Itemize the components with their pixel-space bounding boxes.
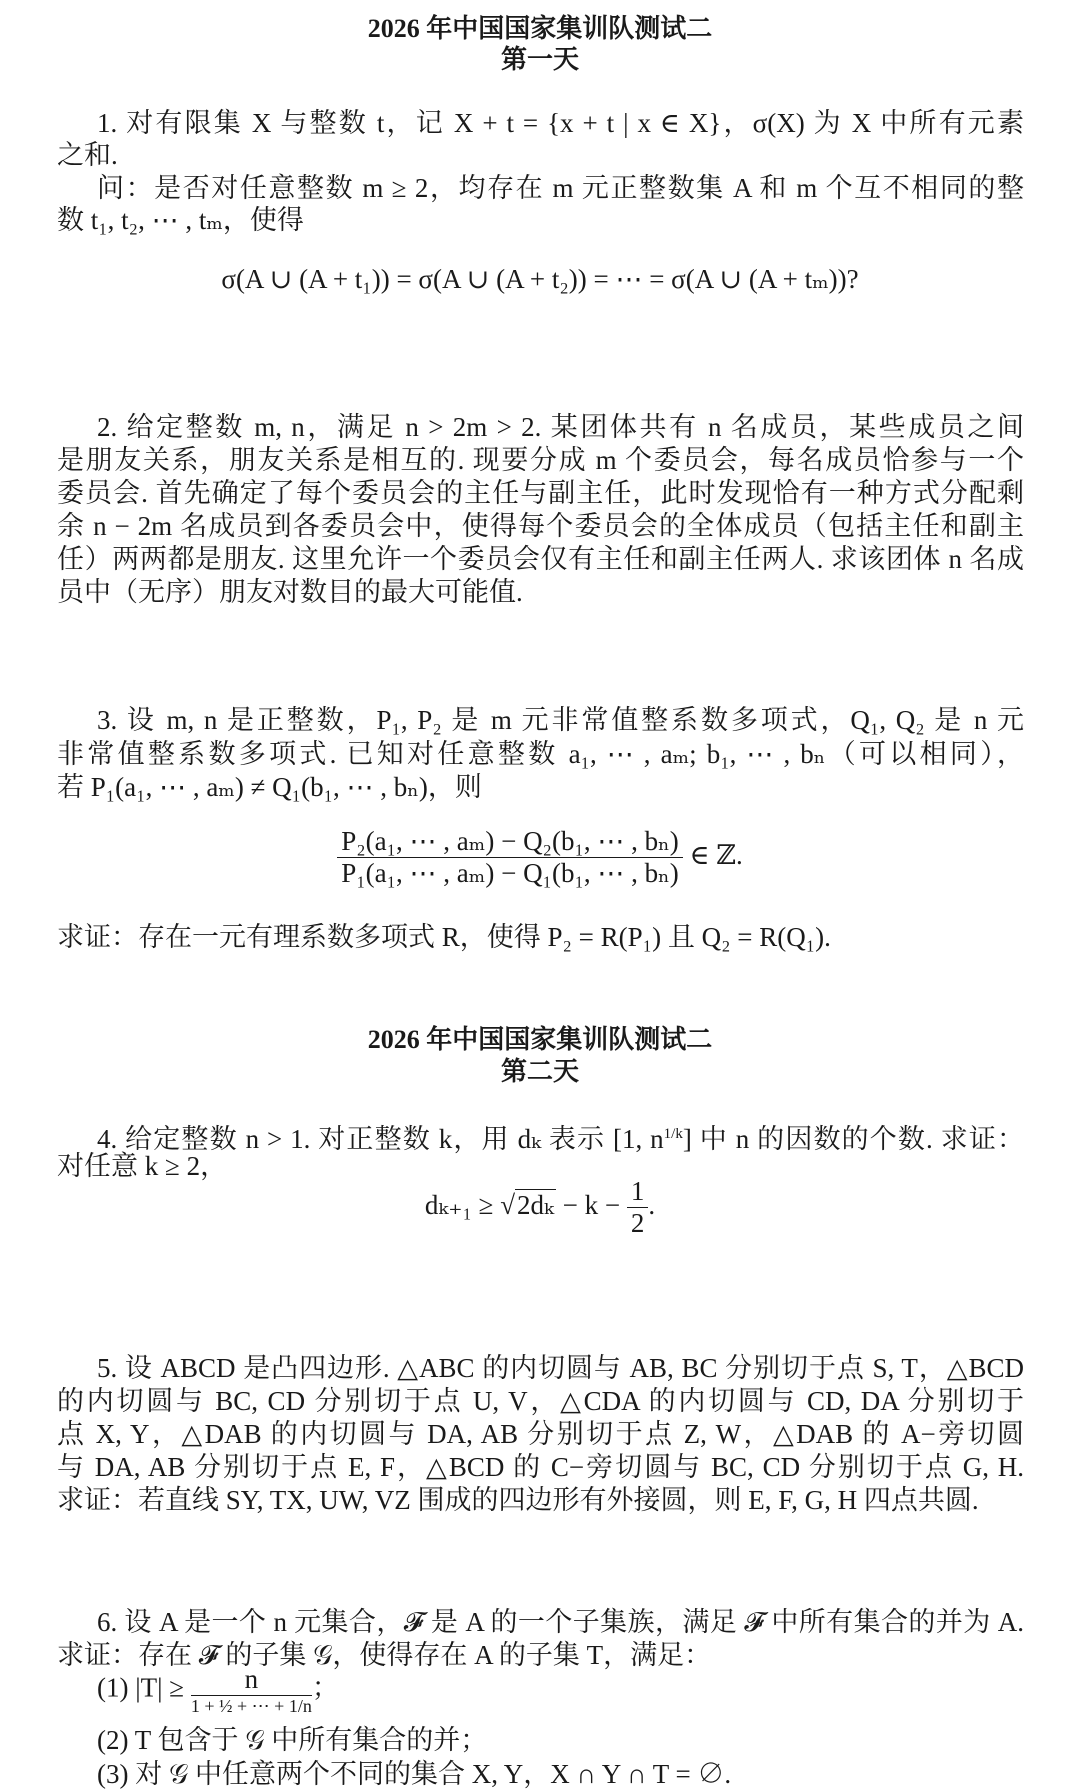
problem-line: 的内切圆与 BC, CD 分别切于点 U, V，△CDA 的内切圆与 CD, DA 分别切于	[57, 1386, 1024, 1416]
problem-line: 1. 对有限集 X 与整数 t，记 X + t = {x + t | x ∈ X}，σ(X) 为 X 中所有元素	[97, 108, 1024, 138]
problem-line: 求证：若直线 SY, TX, UW, VZ 围成的四边形有外接圆，则 E, F, G, H 四点共圆.	[57, 1485, 979, 1515]
formula-mid: − k −	[555, 1189, 627, 1220]
denominator: P₁(a₁, ⋯ , aₘ) − Q₁(b₁, ⋯ , bₙ)	[341, 858, 679, 889]
problem-line: 点 X, Y，△DAB 的内切圆与 DA, AB 分别切于点 Z, W，△DAB 的 A−旁切圆	[57, 1419, 1024, 1449]
fraction	[337, 826, 683, 889]
numerator: n	[191, 1664, 312, 1696]
day1-title: 2026 年中国国家集训队测试二	[367, 14, 713, 43]
problem-line: 2. 给定整数 m, n，满足 n > 2m > 2. 某团体共有 n 名成员，某些成员之间	[97, 412, 1024, 442]
day2-title: 2026 年中国国家集训队测试二	[367, 1025, 713, 1054]
problem-line: 数 t₁, t₂, ⋯ , tₘ，使得	[57, 205, 304, 235]
problem-line: 是朋友关系，朋友关系是相互的. 现要分成 m 个委员会，每名成员恰参与一个	[57, 445, 1024, 475]
numerator: P₂(a₁, ⋯ , aₘ) − Q₂(b₁, ⋯ , bₙ)	[337, 826, 683, 858]
text: 4. 给定整数 n > 1. 对正整数 k，用 dₖ 表示 [1, n	[97, 1124, 664, 1154]
text: ；	[311, 1672, 339, 1703]
display-formula: σ(A ∪ (A + t₁)) = σ(A ∪ (A + t₂)) = ⋯ = σ(A ∪ (A + tₘ))?	[221, 264, 859, 294]
problem-line: 6. 设 A 是一个 n 元集合，𝓕 是 A 的一个子集族，满足 𝓕 中所有集合的并为 A.	[97, 1607, 1024, 1637]
exponent: 1/k	[663, 1126, 683, 1142]
problem-line	[97, 1117, 1024, 1154]
radicand: 2dₖ	[517, 1189, 554, 1220]
day2-subtitle: 第二天	[500, 1057, 579, 1086]
problem-line: 与 DA, AB 分别切于点 E, F，△BCD 的 C−旁切圆与 BC, CD 分别切于点 G, H.	[57, 1452, 1024, 1482]
problem-line: 之和.	[57, 140, 118, 170]
display-formula	[0, 1176, 1080, 1246]
display-formula	[0, 826, 1080, 896]
denominator: 1 + ½ + ⋯ + 1/n	[190, 1696, 312, 1717]
fraction	[627, 1176, 649, 1239]
problem-line: 3. 设 m, n 是正整数，P₁, P₂ 是 m 元非常值整系数多项式，Q₁, Q₂ 是 n 元	[97, 705, 1024, 735]
problem-line: 委员会. 首先确定了每个委员会的主任与副主任，此时发现恰有一种方式分配剩	[57, 478, 1024, 508]
text: ] 中 n 的因数的个数. 求证：	[682, 1124, 1024, 1154]
formula-left: dₖ₊₁ ≥ √	[424, 1189, 516, 1220]
fraction	[191, 1664, 312, 1717]
problem-line: 余 n − 2m 名成员到各委员会中，使得每个委员会的全体成员（包括主任和副主	[57, 511, 1024, 541]
problem-line: 5. 设 ABCD 是凸四边形. △ABC 的内切圆与 AB, BC 分别切于点 S, T，△BCD	[97, 1353, 1024, 1383]
problem-line: 任）两两都是朋友. 这里允许一个委员会仅有主任和副主任两人. 求该团体 n 名成	[57, 544, 1024, 574]
problem-line: 求证：存在 𝓕 的子集 𝒢，使得存在 A 的子集 T，满足：	[57, 1640, 712, 1670]
formula-suffix: ∈ ℤ.	[682, 839, 743, 870]
problem-line: 问：是否对任意整数 m ≥ 2，均存在 m 元正整数集 A 和 m 个互不相同的整	[97, 173, 1024, 203]
condition-3: (3) 对 𝒢 中任意两个不同的集合 X, Y，X ∩ Y ∩ T = ∅.	[97, 1759, 732, 1789]
denominator: 2	[630, 1208, 645, 1239]
problem-line: 若 P₁(a₁, ⋯ , aₘ) ≠ Q₁(b₁, ⋯ , bₙ)，则	[57, 772, 482, 802]
condition-2: (2) T 包含于 𝒢 中所有集合的并；	[97, 1725, 488, 1755]
problem-line: 求证：存在一元有理系数多项式 R，使得 P₂ = R(P₁) 且 Q₂ = R(Q₁).	[57, 922, 831, 952]
condition-1	[97, 1664, 1024, 1728]
numerator: 1	[627, 1176, 649, 1208]
day1-subtitle: 第一天	[500, 45, 579, 74]
problem-line: 员中（无序）朋友对数目的最大可能值.	[57, 577, 523, 607]
problem-line: 对任意 k ≥ 2，	[57, 1151, 228, 1181]
problem-line: 非常值整系数多项式. 已知对任意整数 a₁, ⋯ , aₘ; b₁, ⋯ , bₙ（可以相同），	[57, 739, 1024, 769]
text: (1) |T| ≥	[97, 1672, 191, 1703]
formula-end: .	[648, 1189, 656, 1220]
